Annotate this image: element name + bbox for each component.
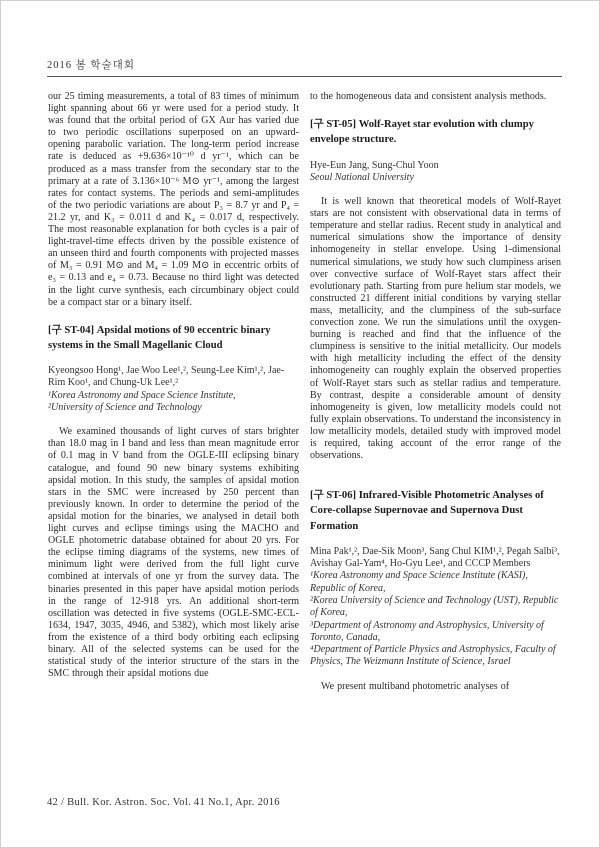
abstract-continuation-st03: our 25 timing measurements, a total of 83 times of minimum light spanning about 66 yr were used for a period study. It was found that the orbital period of GX Aur has varied due to two periodic oscillations superposed on an upward-opening parabolic variation. The long-term period increase rate is deduced as +9.636×10⁻¹⁰ d yr⁻¹, which can be produced as a mass transfer from the secondary star to the primary at a rate of 3.136×10⁻⁶ M⊙ yr⁻¹, among the largest rates for contact systems. The periods and semi-amplitudes of the two periodic variations are about P₃ = 8.7 yr and P₄ = 21.2 yr, and K₃ = 0.011 d and K₄ = 0.017 d, respectively. The most reasonable explanation for both cycles is a pair of light-travel-time effects driven by the possible existence of an unseen third and fourth components with projected masses of M₃ = 0.91 M⊙ and M₄ = 1.09 M⊙ in eccentric orbits of e₃ = 0.13 and e₄ = 0.73. Because no third light was detected in the light curve synthesis, each circumbinary object could be a compact star or a binary itself. bbox=[48, 91, 299, 308]
two-column-layout bbox=[48, 91, 562, 693]
abstract-st06-start: We present multiband photometric analyses of bbox=[321, 680, 510, 692]
authors-st06: Mina Pak¹,², Dae-Sik Moon³, Sang Chul KIM¹,², Pegah Salbi³, Avishay Gal-Yam⁴, Ho-Gyu Lee¹, and CCCP Members bbox=[310, 545, 560, 570]
page-footer bbox=[47, 797, 562, 808]
affiliation-line: ²Korea University of Science and Technology (UST), Republic of Korea, bbox=[310, 594, 559, 619]
affiliation-line: ²University of Science and Technology bbox=[48, 401, 202, 413]
affiliation-line: ³Department of Astronomy and Astrophysics, University of Toronto, Canada, bbox=[310, 619, 544, 643]
affiliations-st05 bbox=[310, 172, 561, 184]
authors-st04: Kyeongsoo Hong¹, Jae Woo Lee¹,², Seung-Lee Kim¹,², Jae-Rim Koo¹, and Chung-Uk Lee¹,² bbox=[48, 365, 285, 389]
section-heading-st04: [구 ST-04] Apsidal motions of 90 eccentric binary systems in the Small Magellanic Cloud bbox=[48, 324, 271, 351]
affiliations-st04 bbox=[48, 390, 299, 415]
affiliations-st06 bbox=[310, 570, 561, 668]
affiliation-line: ¹Korea Astronomy and Space Science Institute, bbox=[48, 389, 236, 401]
abstract-st04: We examined thousands of light curves of stars brighter than 18.0 mag in I band and less than mean magnitude error of 0.1 mag in V band from the OGLE-III eclipsing binary catalogue, and found 90 new binary systems exhibiting apsidal motion. In this study, the samples of apsidal motion stars in the SMC were increased by 250 percent than previously known. In order to determine the period of the apsidal motion for the binaries, we analysed in detail both light curves and eclipse timings using the MACHO and OGLE photometric database obtained for about 20 yrs. For the eclipse timing diagrams of the systems, new times of minimum light were derived from the full light curve combined at intervals of one yr from the survey data. The binaries presented in this paper have apsidal motion periods in the range of 12-918 yrs. An additional short-term oscillation was detected in five systems (OGLE-SMC-ECL-1634, 1947, 3035, 4946, and 5382), which most likely arise from the existence of a third body orbiting each eclipsing binary. All of the selected systems can be used for the statistical study of the interior structure of the stars in the SMC through their apsidal motions due bbox=[48, 426, 299, 680]
affiliation-line: ¹Korea Astronomy and Space Science Institute (KASI), Republic of Korea, bbox=[310, 570, 528, 594]
affiliation-line: ⁴Department of Particle Physics and Astrophysics, Faculty of Physics, The Weizmann Institute of Science, Israel bbox=[310, 644, 556, 668]
footer-citation: 42 / Bull. Kor. Astron. Soc. Vol. 41 No.1, Apr. 2016 bbox=[47, 797, 280, 808]
affiliation-line: Seoul National University bbox=[310, 171, 414, 183]
page-header bbox=[47, 57, 562, 77]
abstract-continuation-st04: to the homogeneous data and consistent analysis methods. bbox=[310, 91, 547, 102]
section-heading-st06: [구 ST-06] Infrared-Visible Photometric Analyses of Core-collapse Supernovae and Supernova Dust Formation bbox=[310, 490, 544, 532]
section-heading-st05: [구 ST-05] Wolf-Rayet star evolution with clumpy envelope structure. bbox=[310, 119, 534, 146]
conference-title: 2016 봄 학술대회 bbox=[47, 60, 135, 71]
abstract-st05: It is well known that theoretical models of Wolf-Rayet stars are not consistent with observational data in terms of temperature and stellar radius. Recent study in analytical and numerical simulations show the importance of density inhomogeneity in stellar envelope. Using 1-dimensional numerical simulations, we study how such clumpiness arisen over convective surface of Wolf-Rayet stars affect their evolutionary path. Starting from pure helium star models, we constructed 21 different initial conditions by varying stellar mass, metallicity, and the clumpiness of the sub-surface convection zone. We run the simulations until the oxygen-burning is reached and find that the influence of the clumpiness is sensitive to the initial metallicity. Our models with high metallicity including the effect of the density inhomogeneity can roughly explain the observed properties of Wolf-Rayet stars such as stellar radius and temperature. By contrast, despite a considerable amount of density inhomogeneity is given, low metallicity models could not fully explain observations. To understand the inconsistency in low metallicity models, detailed study with improved model is required, taking account of the error range of the observations. bbox=[310, 196, 561, 462]
authors-st05: Hye-Eun Jang, Sung-Chul Yoon bbox=[310, 159, 439, 171]
right-column bbox=[310, 91, 561, 693]
left-column bbox=[48, 91, 299, 693]
